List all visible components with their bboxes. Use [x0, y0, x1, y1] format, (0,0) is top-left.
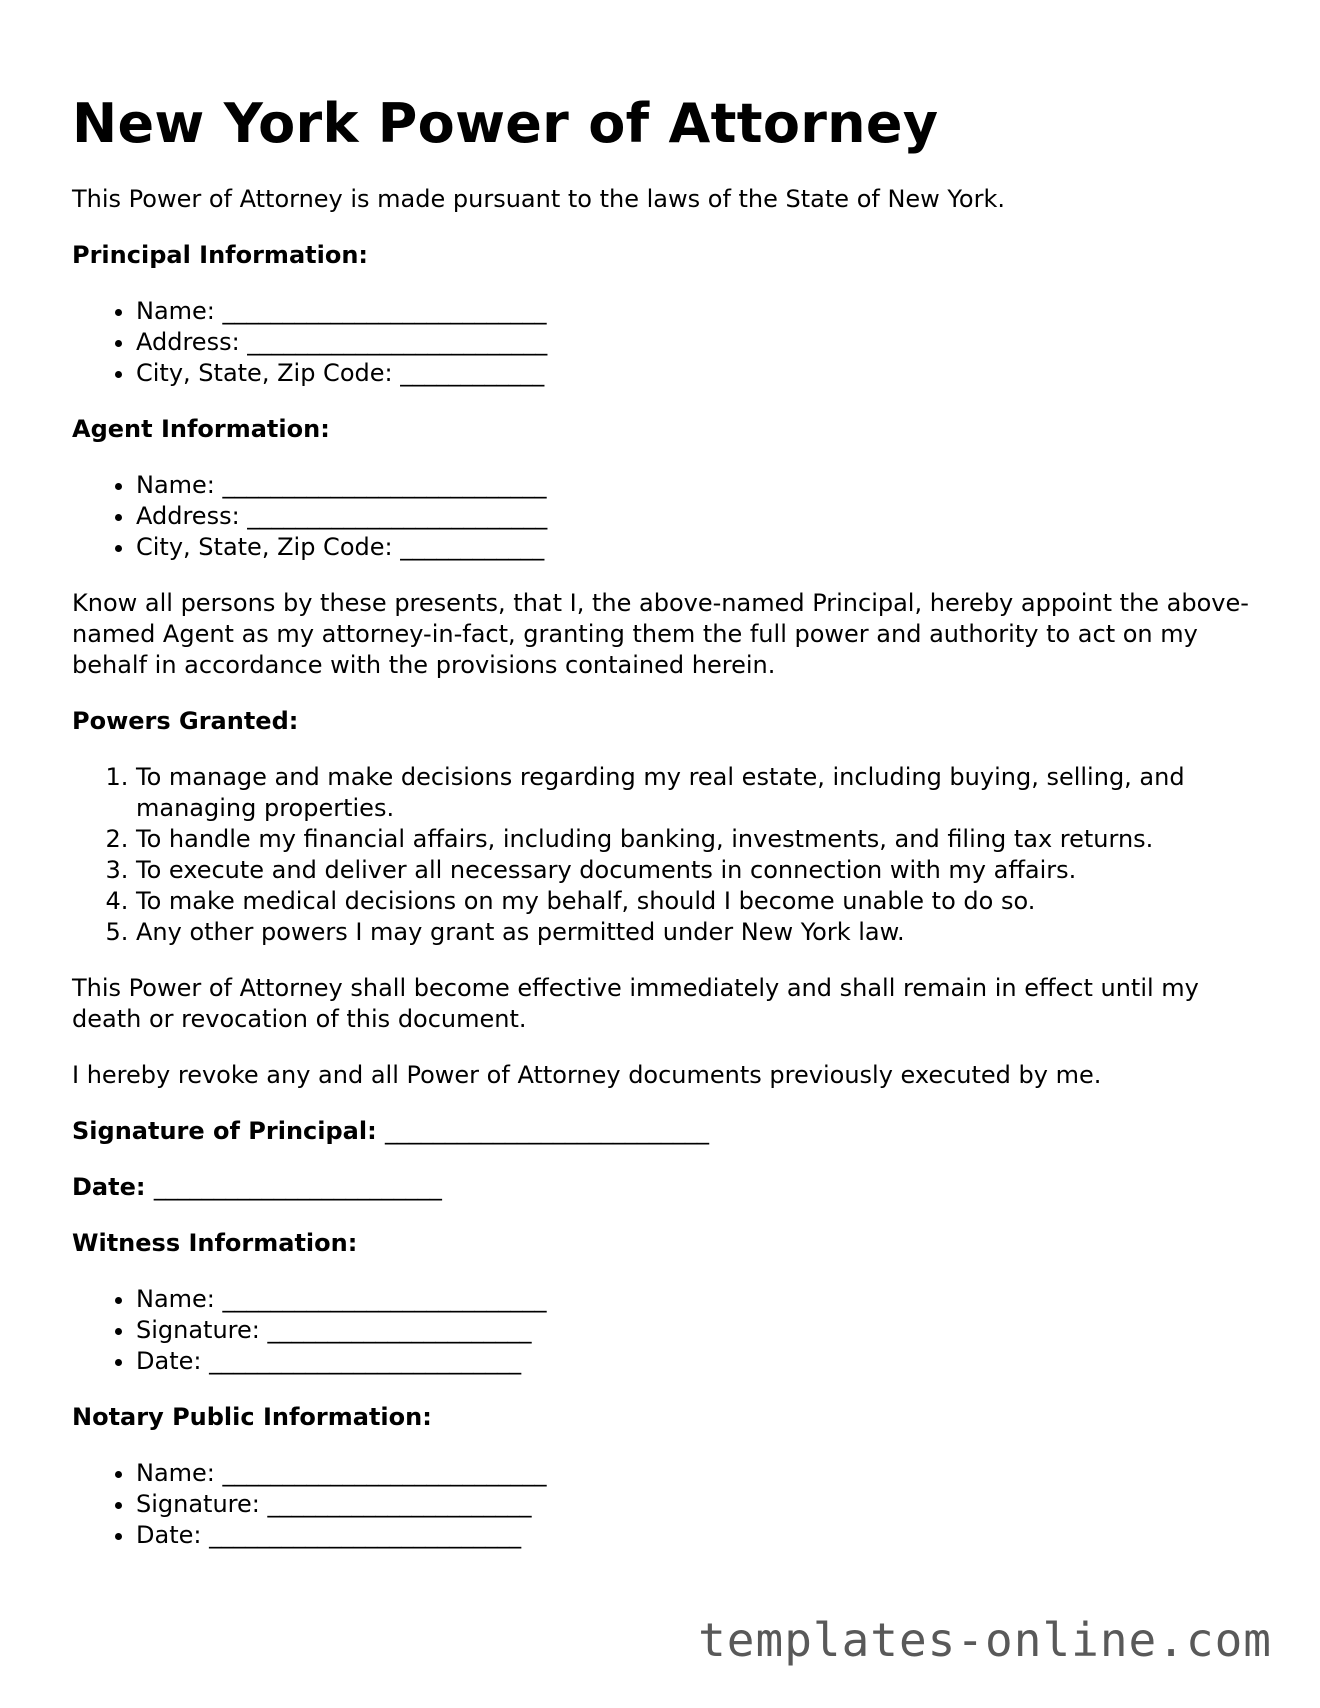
principal-address-item: • Address: _________________________ — [136, 327, 1262, 358]
principal-signature-line — [72, 1116, 1262, 1147]
agent-name-item: • Name: ___________________________ — [136, 470, 1262, 501]
notary-name-item: • Name: ___________________________ — [136, 1458, 1262, 1489]
witness-list — [72, 1284, 1262, 1377]
agent-city-item: • City, State, Zip Code: ____________ — [136, 532, 1262, 563]
date-blank: ________________________ — [153, 1173, 442, 1201]
document-title: New York Power of Attorney — [72, 92, 939, 155]
agent-address-item: • Address: _________________________ — [136, 501, 1262, 532]
appointment-paragraph: Know all persons by these presents, that I, the above-named Principal, hereby appoint the above-named Agent as my attorney-in-fact, granting them the full power and authority to act on my behalf in accordance with the provisions contained herein. — [72, 589, 1249, 679]
principal-signature-blank: ___________________________ — [385, 1117, 710, 1145]
principal-name-item: • Name: ___________________________ — [136, 296, 1262, 327]
witness-heading: Witness Information: — [72, 1229, 358, 1257]
notary-signature-item: • Signature: ______________________ — [136, 1489, 1262, 1520]
effective-paragraph: This Power of Attorney shall become effective immediately and shall remain in effect until my death or revocation of this document. — [72, 974, 1199, 1033]
document-page — [72, 0, 1262, 1551]
powers-list — [72, 762, 1262, 948]
intro-paragraph: This Power of Attorney is made pursuant to the laws of the State of New York. — [72, 185, 1005, 213]
witness-signature-item: • Signature: ______________________ — [136, 1315, 1262, 1346]
witness-name-item: • Name: ___________________________ — [136, 1284, 1262, 1315]
principal-city-item: • City, State, Zip Code: ____________ — [136, 358, 1262, 389]
powers-heading: Powers Granted: — [72, 707, 299, 735]
principal-list — [72, 296, 1262, 389]
notary-list — [72, 1458, 1262, 1551]
power-item: 1. To manage and make decisions regarding my real estate, including buying, selling, and managing properties. — [136, 762, 1262, 824]
witness-date-item: • Date: __________________________ — [136, 1346, 1262, 1377]
notary-heading: Notary Public Information: — [72, 1403, 432, 1431]
power-item: 3. To execute and deliver all necessary documents in connection with my affairs. — [136, 855, 1262, 886]
power-item: 5. Any other powers I may grant as permitted under New York law. — [136, 917, 1262, 948]
principal-signature-label: Signature of Principal: — [72, 1117, 377, 1145]
power-item: 4. To make medical decisions on my behalf, should I become unable to do so. — [136, 886, 1262, 917]
watermark-text: templates-online.com — [698, 1613, 1272, 1667]
principal-heading: Principal Information: — [72, 241, 369, 269]
notary-date-item: • Date: __________________________ — [136, 1520, 1262, 1551]
date-line — [72, 1172, 1262, 1203]
date-label: Date: — [72, 1173, 146, 1201]
agent-list — [72, 470, 1262, 563]
agent-heading: Agent Information: — [72, 415, 330, 443]
power-item: 2. To handle my financial affairs, including banking, investments, and filing tax returns. — [136, 824, 1262, 855]
revocation-paragraph: I hereby revoke any and all Power of Attorney documents previously executed by me. — [72, 1061, 1102, 1089]
